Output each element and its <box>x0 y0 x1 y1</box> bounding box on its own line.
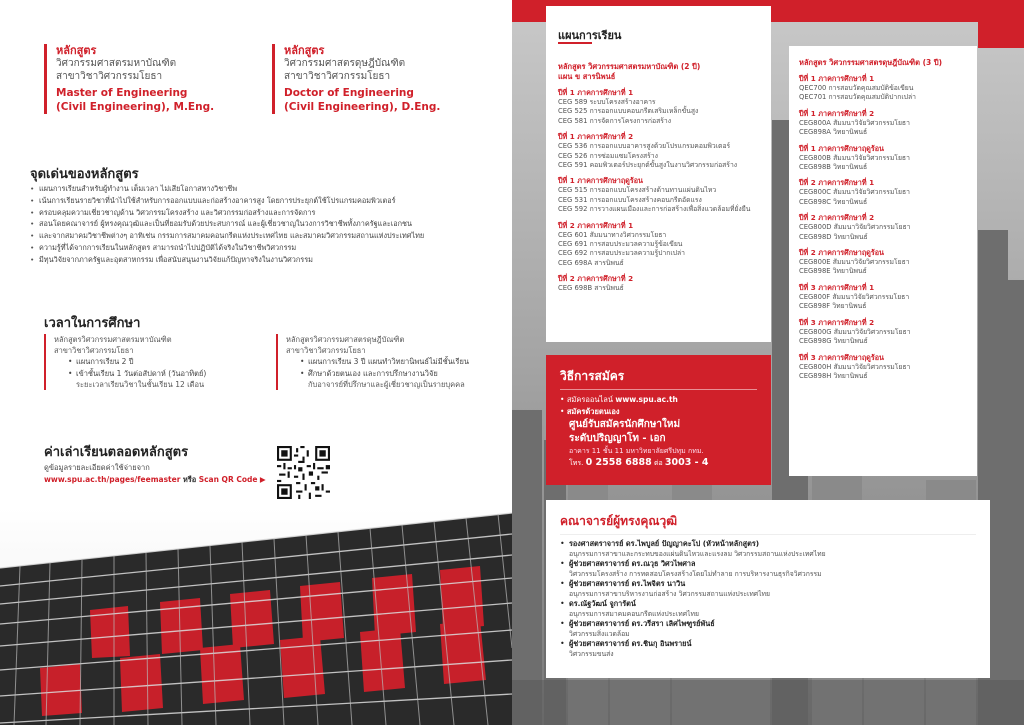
course-item: CEG898B วิทยานิพนธ์ <box>799 163 868 172</box>
faculty-desc: อนุกรรมการสาขาบริหารงานก่อสร้าง วิศวกรรมสถานแห่งประเทศไทย <box>569 590 770 598</box>
course-item: CEG898G วิทยานิพนธ์ <box>799 337 868 346</box>
scan-qr-label: Scan QR Code <box>198 475 258 484</box>
duration-doctor <box>276 334 502 390</box>
plan-heading: แผนการเรียน <box>558 29 622 42</box>
course-item: CEG 581 การจัดการโครงการก่อสร้าง <box>558 116 672 125</box>
master-terms <box>558 88 759 294</box>
faculty-member <box>560 639 976 659</box>
course-item: CEG800B สัมมนาวิจัยวิศวกรรมโยธา <box>799 153 910 162</box>
course-item: CEG898C วิทยานิพนธ์ <box>799 197 868 206</box>
apply-self: • สมัครด้วยตนเอง <box>560 407 620 416</box>
faculty-member <box>560 539 976 559</box>
term-label: ปีที่ 2 ภาคการศึกษาฤดูร้อน <box>799 248 884 258</box>
faculty-desc: อนุกรรมการสาขาและกระทบของแผ่นดินไหวและแรงลม วิศวกรรมสถานแห่งประเทศไทย <box>569 550 826 558</box>
course-item: CEG 525 การออกแบบคอนกรีตเสริมเหล็กขั้นสูง <box>558 107 699 116</box>
course-item: CEG898F วิทยานิพนธ์ <box>799 302 867 311</box>
master-thai-degree: วิศวกรรมศาสตรมหาบัณฑิต <box>56 58 177 69</box>
term-label: ปีที่ 3 ภาคการศึกษาฤดูร้อน <box>799 352 884 362</box>
faculty-list <box>560 539 976 659</box>
course-item: CEG 698A สารนิพนธ์ <box>558 258 624 267</box>
doctor-thai-major: สาขาวิชาวิศวกรรมโยธา <box>284 71 391 82</box>
faculty-box <box>546 500 990 678</box>
fee-line: ดูข้อมูลรายละเอียดค่าใช้จ่ายจาก <box>44 463 150 472</box>
apply-phone <box>560 457 757 469</box>
course-item: CEG800H สัมมนาวิจัยวิศวกรรมโยธา <box>799 362 911 371</box>
term-label: ปีที่ 1 ภาคการศึกษาฤดูร้อน <box>799 143 884 153</box>
course-item: CEG898E วิทยานิพนธ์ <box>799 267 867 276</box>
highlight-item: • แผนการเรียนสำหรับผู้ทำงาน เต็มเวลา ไม่เสียโอกาสทางวิชาชีพ <box>30 183 500 195</box>
fee-text <box>44 462 266 486</box>
term-label: ปีที่ 2 ภาคการศึกษาที่ 1 <box>558 220 634 230</box>
course-item: CEG898A วิทยานิพนธ์ <box>799 128 868 137</box>
term-label: ปีที่ 1 ภาคการศึกษาที่ 2 <box>558 132 634 142</box>
duration-doctor-line2: สาขาวิชาวิศวกรรมโยธา <box>286 346 366 355</box>
faculty-desc: วิศวกรรมโครงสร้าง การทดสอบโครงสร้างโดยไม่ทำลาย การบริหารงานธุรกิจวิศวกรรม <box>569 570 822 578</box>
course-item: CEG800F สัมมนาวิจัยวิศวกรรมโยธา <box>799 292 910 301</box>
master-plan-box <box>546 29 771 342</box>
apply-divider <box>560 389 757 390</box>
course-item: CEG 589 ระบบโครงสร้างอาคาร <box>558 98 656 106</box>
term-label: ปีที่ 3 ภาคการศึกษาที่ 1 <box>799 282 875 292</box>
master-program-block <box>44 44 274 114</box>
highlight-item: • ความรู้ที่ได้จากการเรียนในหลักสูตร สามารถนำไปปฏิบัติได้จริงในวิชาชีพวิศวกรรม <box>30 242 500 254</box>
master-thai-major: สาขาวิชาวิศวกรรมโยธา <box>56 71 163 82</box>
faculty-member <box>560 599 976 619</box>
highlight-item: • ครอบคลุมความเชี่ยวชาญด้าน วิศวกรรมโครงสร้าง และวิศวกรรมก่อสร้างและการจัดการ <box>30 207 500 219</box>
faculty-member <box>560 579 976 599</box>
course-item: CEG800D สัมมนาวิจัยวิศวกรรมโยธา <box>799 223 911 232</box>
course-item: CEG 692 การสอบประมวลความรู้ปากเปล่า <box>558 249 685 258</box>
course-item: CEG800C สัมมนาวิจัยวิศวกรรมโยธา <box>799 188 910 197</box>
highlights-list <box>30 183 500 266</box>
duration-master-extra: ระยะเวลาเรียนวิชาในชั้นเรียน 12 เดือน <box>76 380 205 389</box>
faculty-member <box>560 559 976 579</box>
master-keyword: หลักสูตร <box>56 44 97 57</box>
highlight-item: • เน้นการเรียนรายวิชาที่นำไปใช้สำหรับการออกแบบและก่อสร้างอาคารสูง โดยการประยุกต์ใช้โปรแกรมคอมพิวเตอร์ <box>30 195 500 207</box>
course-item: CEG800G สัมมนาวิจัยวิศวกรรมโยธา <box>799 327 911 336</box>
doctor-en-title-1: Doctor of Engineering <box>284 87 414 99</box>
term-label: ปีที่ 2 ภาคการศึกษาที่ 2 <box>558 274 634 284</box>
fee-heading: ค่าเล่าเรียนตลอดหลักสูตร <box>44 445 189 460</box>
doctor-keyword: หลักสูตร <box>284 44 325 57</box>
faculty-name: • ผู้ช่วยศาสตราจารย์ ดร.ณวุธ วิศวไพศาล <box>569 559 696 568</box>
course-item: QEC700 การสอบวัดคุณสมบัติข้อเขียน <box>799 84 914 92</box>
corner-accent <box>978 0 1024 48</box>
highlight-item: • และจากสมาคมวิชาชีพต่างๆ อาทิเช่น กรรมการสมาคมคอนกรีตแห่งประเทศไทย และสมาคมวิศวกรรมสถานแห่งประเทศไทย <box>30 230 500 242</box>
duration-master-item: • เข้าชั้นเรียน 1 วันต่อสัปดาห์ (วันอาทิตย์) <box>68 368 264 380</box>
doctor-en-title-2: (Civil Engineering), D.Eng. <box>284 101 441 113</box>
course-item: CEG 515 การออกแบบโครงสร้างด้านทานแผ่นดินไหว <box>558 186 717 195</box>
apply-box <box>546 355 771 485</box>
course-item: CEG 531 การออกแบบโครงสร้างคอนกรีตอัดแรง <box>558 195 702 204</box>
course-item: CEG800E สัมมนาวิจัยวิศวกรรมโยธา <box>799 258 910 267</box>
master-plan-subtitle: แผน ข สารนิพนธ์ <box>558 72 616 81</box>
right-page <box>512 0 1024 725</box>
heading-underline <box>558 42 592 44</box>
apply-self-label: สมัครด้วยตนเอง <box>566 407 620 416</box>
tel-prefix: โทร. <box>569 459 584 467</box>
arrow-right-icon: ▶ <box>259 475 266 484</box>
qr-code[interactable] <box>277 446 330 499</box>
duration-master <box>44 334 264 390</box>
apply-online-url[interactable]: www.spu.ac.th <box>615 395 678 404</box>
course-item: CEG800A สัมมนาวิจัยวิศวกรรมโยธา <box>799 118 910 127</box>
fee-or: หรือ <box>182 475 197 484</box>
highlights-heading: จุดเด่นของหลักสูตร <box>30 167 139 182</box>
apply-online-label: สมัครออนไลน์ <box>566 395 614 404</box>
course-item: CEG 691 การสอบประมวลความรู้ข้อเขียน <box>558 240 683 249</box>
course-item: CEG898H วิทยานิพนธ์ <box>799 371 868 380</box>
term-label: ปีที่ 1 ภาคการศึกษาที่ 1 <box>799 74 875 83</box>
doctor-plan-box <box>789 46 977 476</box>
duration-doctor-item: • แผนการเรียน 3 ปี แผนทำวิทยานิพนธ์ไม่มีชั้นเรียน <box>300 356 502 368</box>
faculty-desc: วิศวกรรมขนส่ง <box>569 650 614 658</box>
faculty-name: • รองศาสตราจารย์ ดร.ไพบูลย์ ปัญญาคะโป (หัวหน้าหลักสูตร) <box>569 539 760 548</box>
duration-master-item: • แผนการเรียน 2 ปี <box>68 356 264 368</box>
term-label: ปีที่ 2 ภาคการศึกษาที่ 2 <box>799 213 875 223</box>
faculty-member <box>560 619 976 639</box>
apply-online: • สมัครออนไลน์ www.spu.ac.th <box>560 395 678 404</box>
faculty-name: • ผู้ช่วยศาสตราจารย์ ดร.ชินกุ อินพรายน์ <box>569 639 692 648</box>
faculty-name: • ผู้ช่วยศาสตราจารย์ ดร.วรีสรา เลิศไพฑูรย์พันธ์ <box>569 619 715 628</box>
faculty-desc: วิศวกรรมสิ่งแวดล้อม <box>569 630 630 638</box>
duration-heading: เวลาในการศึกษา <box>44 316 141 331</box>
term-label: ปีที่ 3 ภาคการศึกษาที่ 2 <box>799 317 875 327</box>
course-item: CEG 591 คอมพิวเตอร์ประยุกต์ขั้นสูงในงานวิศวกรรมก่อสร้าง <box>558 161 738 170</box>
term-label: ปีที่ 1 ภาคการศึกษาที่ 1 <box>558 88 634 97</box>
doctor-plan-title: หลักสูตร วิศวกรรมศาสตรดุษฎีบัณฑิต (3 ปี) <box>799 58 943 67</box>
duration-doctor-line1: หลักสูตรวิศวกรรมศาสตรดุษฎีบัณฑิต <box>286 335 405 344</box>
duration-master-line1: หลักสูตรวิศวกรรมศาสตรมหาบัณฑิต <box>54 335 172 344</box>
highlight-item: • สอนโดยคณาจารย์ ผู้ทรงคุณวุฒิและเป็นที่ยอมรับด้วยประสบการณ์ และผู้เชี่ยวชาญในวงการวิชาชีพทั้งภาครัฐและเอกชน <box>30 218 500 230</box>
faculty-heading: คณาจารย์ผู้ทรงคุณวุฒิ <box>560 512 976 535</box>
apply-center-1: ศูนย์รับสมัครนักศึกษาใหม่ <box>569 419 681 430</box>
course-item: CEG 601 สัมมนาทางวิศวกรรมโยธา <box>558 230 667 239</box>
term-label: ปีที่ 1 ภาคการศึกษาฤดูร้อน <box>558 176 643 186</box>
course-item: CEG 698B สารนิพนธ์ <box>558 284 624 293</box>
ext-number: 3003 - 4 <box>664 457 709 468</box>
building-facade-image <box>0 508 512 725</box>
faculty-name: • ผู้ช่วยศาสตราจารย์ ดร.ไพจิตร นาวิน <box>569 579 686 588</box>
master-en-title-2: (Civil Engineering), M.Eng. <box>56 101 215 113</box>
tel-number[interactable]: 0 2558 6888 <box>585 457 652 468</box>
doctor-thai-degree: วิศวกรรมศาสตรดุษฎีบัณฑิต <box>284 58 406 69</box>
duration-master-line2: สาขาวิชาวิศวกรรมโยธา <box>54 346 134 355</box>
doctor-terms <box>799 74 967 381</box>
course-item: CEG898D วิทยานิพนธ์ <box>799 232 868 241</box>
master-en-title-1: Master of Engineering <box>56 87 188 99</box>
course-item: CEG 526 การซ่อมแซมโครงสร้าง <box>558 151 658 160</box>
duration-doctor-extra: กับอาจารย์ที่ปรึกษาและผู้เชี่ยวชาญเป็นรายบุคคล <box>308 380 465 389</box>
master-plan-title: หลักสูตร วิศวกรรมศาสตรมหาบัณฑิต (2 ปี) <box>558 62 701 71</box>
apply-heading: วิธีการสมัคร <box>560 369 625 383</box>
faculty-name: • ดร.ณัฐวัฒน์ จูการัตน์ <box>569 599 636 608</box>
highlight-item: • มีทุนวิจัยจากภาครัฐและอุตสาหกรรม เพื่อสนับสนุนงานวิจัยแก้ปัญหาจริงในงานวิศวกรรม <box>30 254 500 266</box>
apply-center-2: ระดับปริญญาโท - เอก <box>569 433 666 444</box>
term-label: ปีที่ 2 ภาคการศึกษาที่ 1 <box>799 178 875 188</box>
apply-address: อาคาร 11 ชั้น 11 มหาวิทยาลัยศรีปทุม กทม. <box>569 447 704 455</box>
term-label: ปีที่ 1 ภาคการศึกษาที่ 2 <box>799 108 875 118</box>
course-item: QEC701 การสอบวัดคุณสมบัติปากเปล่า <box>799 93 916 102</box>
course-item: CEG 592 การวางแผนเมืองและการก่อสร้างเพื่อสิ่งแวดล้อมที่ยั่งยืน <box>558 205 751 214</box>
fee-link[interactable]: www.spu.ac.th/pages/feemaster <box>44 475 181 484</box>
duration-doctor-item: • ศึกษาด้วยตนเอง และการปรึกษางานวิจัย <box>300 368 502 380</box>
faculty-desc: อนุกรรมการสมาคมคอนกรีตแห่งประเทศไทย <box>569 610 699 618</box>
ext-prefix: ต่อ <box>653 459 663 467</box>
doctor-program-block <box>272 44 502 114</box>
course-item: CEG 536 การออกแบบอาคารสูงด้วยโปรแกรมคอมพิวเตอร์ <box>558 142 731 151</box>
